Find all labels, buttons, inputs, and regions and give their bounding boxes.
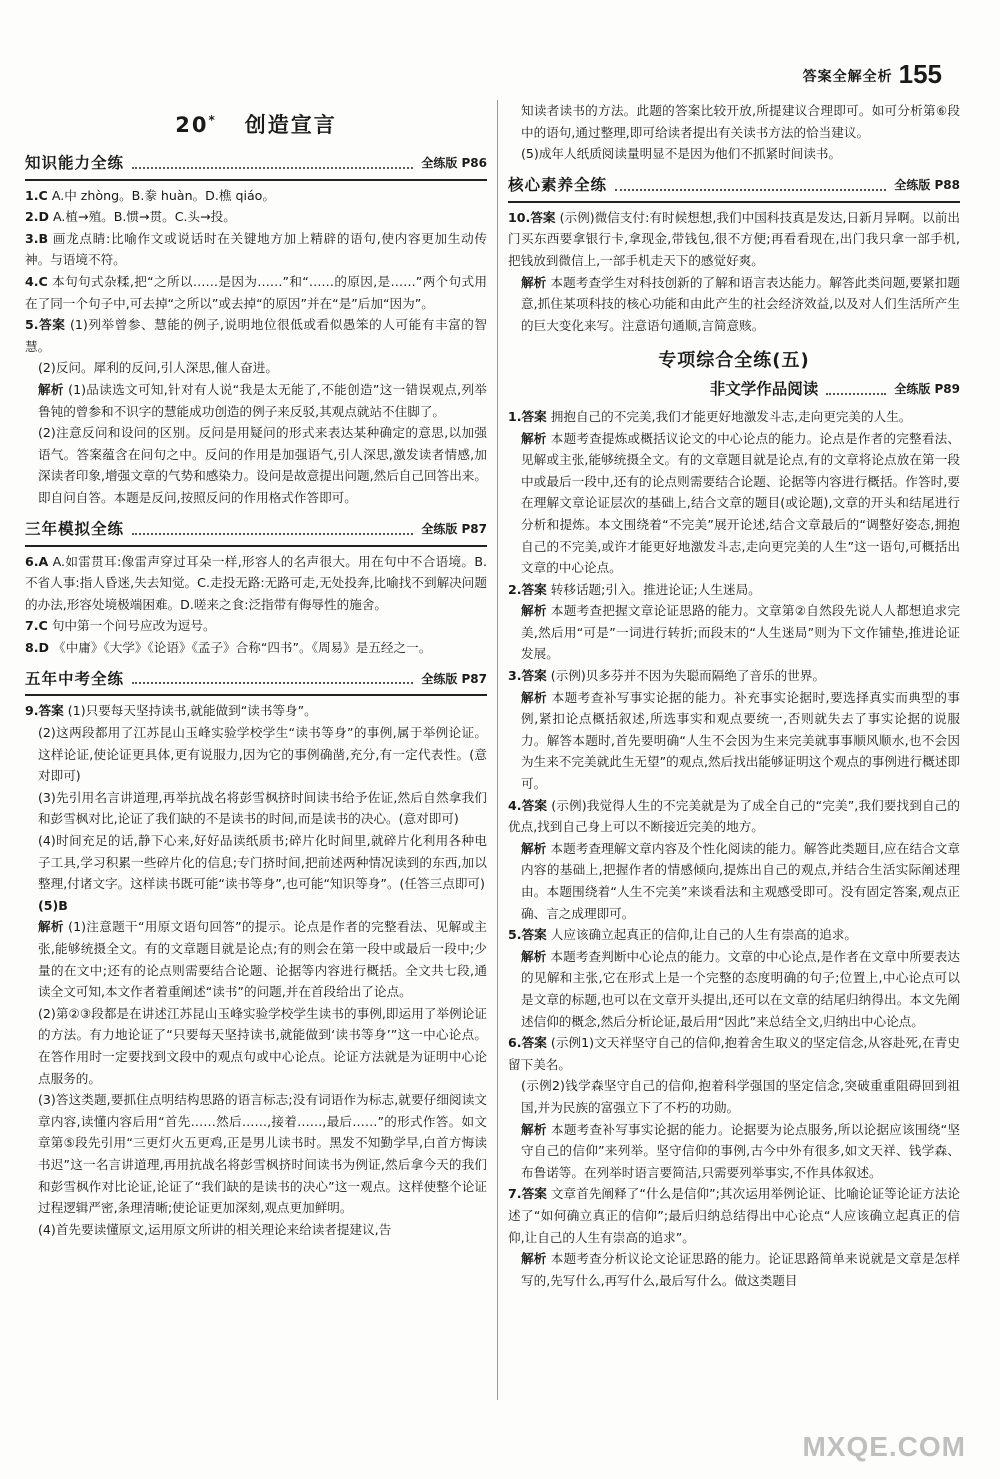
section-dots — [826, 385, 886, 395]
answer-item: 5.答案 (1)列举曾参、慧能的例子,说明地位很低或看似愚笨的人可能有丰富的智慧。 — [25, 317, 487, 354]
section-dots — [132, 159, 413, 169]
answer-item: 2.D A.植→殖。B.惯→贯。C.头→投。 — [25, 209, 236, 225]
analysis: 解析 本题考查分析议论文论证思路的能力。论证思路简单来说就是文章是怎样写的,先写什么,再写什么,最后写什么。做这类题目 — [521, 1251, 960, 1288]
answer-subitem: (3)先引用名言讲道理,再举抗战名将彭雪枫挤时间读书给予佐证,然后自然拿我们和彭雪枫对比,论证了我们缺的不是读书的时间,而是读书的决心。(意对即可) — [38, 789, 487, 827]
page-number: 155 — [898, 59, 942, 89]
analysis: 解析 本题考查提炼或概括议论文的中心论点的能力。论点是作者的完整看法、见解或主张,能够统摄全文。有的文章题目就是论点,有的文章将论点放在第一段中或最后一段中,还有的论点则需要结合论题、论据等内容进行概括。作答时,要在理解文章论证层次的基础上,结合文章的题目(或论题),文章的开头和结尾进行分析和提炼。本文围绕着“不完美”展开论述,结合文章最后的“调整好姿态,拥抱自己的不完美,或许才能更好地激发斗志,走向更完美的人生”这一语句,可概括出文章的中心论点。 — [521, 430, 960, 576]
answer-item: 7.C 句中第一个问号应改为逗号。 — [25, 618, 216, 634]
section-title: 知识能力全练 — [25, 153, 125, 172]
answer-subitem: 知读者读书的方法。此题的答案比较开放,所提建议合理即可。如可分析第⑥段中的语句,通过整理,即可给读者提出有关读书方法的恰当建议。 — [521, 103, 960, 140]
analysis: 解析 本题考查理解文章内容及个性化阅读的能力。解答此类题目,应在结合文章内容的基础上,把握作者的情感倾向,提炼出自己的观点,并结合生活实际阐述理由。本题围绕着“人生不完美”来谈看法和主观感受即可。没有固定答案,观点正确、言之成理即可。 — [521, 840, 960, 921]
section-title: 核心素养全练 — [508, 175, 608, 194]
section-ref: 全练版 P87 — [421, 671, 487, 686]
header-title: 答案全解全析 — [802, 69, 893, 85]
answer-item: 6.A A.如雷贯耳:像雷声穿过耳朵一样,形容人的名声很大。用在句中不合语境。B.不省人事:指人昏迷,失去知觉。C.走投无路:无路可走,无处投奔,比喻找不到解决问题的办法,形容处境极端困难。D.嗟来之食:泛指带有侮辱性的施舍。 — [25, 553, 487, 612]
answer-item: 8.D 《中庸》《大学》《论语》《孟子》合称“四书”。《周易》是五经之一。 — [25, 639, 432, 655]
analysis: 解析 本题考查补写事实论据的能力。论据要为论点服务,所以论据应该围绕“坚守自己的信仰”来列举。坚守信仰的事例,古今中外有很多,如文天祥、钱学森、布鲁诺等。在列举时语言要简洁,只需要列举事实,不作具体叙述。 — [521, 1121, 961, 1180]
watermark: MXQE.COM — [802, 1431, 966, 1462]
right-column — [508, 100, 960, 1291]
special-subheader — [508, 376, 960, 404]
analysis: 解析 本题考查学生对科技创新的了解和语言表达能力。解答此类问题,要紧扣题意,抓住某项科技的核心功能和由此产生的社会经济效益,以及对人们生活所产生的巨大变化来写。注意语句通顺,言简意赅。 — [521, 274, 960, 333]
answer-subitem: (4)首先要读懂原文,运用原文所讲的相关理论来给读者提建议,告 — [38, 1221, 392, 1237]
answer-item: 9.答案 (1)只要每天坚持读书,就能做到“读书等身”。 — [25, 703, 317, 719]
answer-subitem: (2)注意反问和设问的区别。反问是用疑问的形式来表达某种确定的意思,以加强语气。答案蕴含在问句之中。反问的作用是加强语气,引人深思,激发读者情感,加深读者印象,增强文章的气势和感染力。设问是故意提出问题,然后自己回答出来。即自问自答。本题是反问,按照反问的作用格式作答即可。 — [38, 425, 487, 505]
answer-item: 7.答案 文章首先阐释了“什么是信仰”;其次运用举例论证、比喻论证等论证方法论述了“如何确立真正的信仰”;最后归纳总结得出中心论点“人应该确立起真正的信仰,让自己的人生有崇高的追求”。 — [508, 1186, 960, 1245]
answer-subitem: (5)B — [38, 897, 68, 913]
answer-subitem: (2)第②③段都是在讲述江苏昆山玉峰实验学校学生读书的事例,即运用了举例论证的方法。有力地论证了“只要每天坚持读书,就能做到‘读书等身’”这一中心论点。在答作用时一定要找到文段中的观点句或中心论点。论证方法就是为证明中心论点服务的。 — [38, 1005, 487, 1086]
section-title: 三年模拟全练 — [25, 519, 125, 538]
answer-subitem: (3)答这类题,要抓住点明结构思路的语言标志;没有词语作为标志,就要仔细阅读文章内容,读懂内容后用“首先……然后……,接着……,最后……”的形式作答。如文章第⑤段先引用“三更灯火五更鸡,正是男儿读书时。黑发不知勤学早,白首方悔读书迟”这一名言讲道理,再用抗战名将彭雪枫挤时间读书为例证,然后拿今天的我们和彭雪枫作对比论证,论证了“我们缺的是读书的决心”这一观点。这样使整个论证过程逻辑严密,条理清晰;使论证更加深刻,观点更加鲜明。 — [38, 1092, 487, 1216]
section-dots — [132, 674, 413, 684]
section-header — [25, 149, 487, 181]
section-ref: 全练版 P87 — [421, 521, 487, 536]
lesson-mark: * — [208, 113, 217, 127]
lesson-title — [25, 110, 487, 137]
answer-subitem: (2)这两段都用了江苏昆山玉峰实验学校学生“读书等身”的事例,属于举例论证。这样论证,使论证更具体,更有说服力,因为它的事例确凿,充分,有一定代表性。(意对即可) — [38, 725, 487, 784]
answer-item: 4.C 本句句式杂糅,把“之所以……是因为……”和“……的原因,是……”两个句式用在了同一个句子中,可去掉“之所以”或去掉“的原因”并在“是”后加“因为”。 — [25, 273, 487, 311]
analysis: 解析 本题考查判断中心论点的能力。文章的中心论点,是作者在文章中所要表达的见解和主张,它在形式上是一个完整的态度明确的句子;位置上,中心论点可以是文章的标题,也可以在文章开头提出,还可以在文章的结尾归纳得出。本文先阐述信仰的概念,然后分析论证,最后用“因此”来总结全文,归纳出中心论点。 — [521, 948, 960, 1029]
analysis: 解析 本题考查把握文章论证思路的能力。文章第②自然段先说人人都想追求完美,然后用“可是”一词进行转折;而段末的“人生迷局”则为下文作铺垫,推进论证发展。 — [521, 603, 960, 662]
left-column — [25, 100, 487, 1240]
answer-item: 3.答案 (示例)贝多芬并不因为失聪而隔绝了音乐的世界。 — [508, 668, 826, 684]
answer-subitem: (5)成年人纸质阅读量明显不是因为他们不抓紧时间读书。 — [521, 146, 842, 162]
column-divider — [497, 100, 498, 1400]
answer-item: 1.答案 拥抱自己的不完美,我们才能更好地激发斗志,走向更完美的人生。 — [508, 408, 912, 424]
answer-item: 1.C A.中 zhòng。B.豢 huàn。D.樵 qiáo。 — [25, 187, 275, 203]
answer-item: 2.答案 转移话题;引入。推进论证;人生迷局。 — [508, 581, 761, 597]
answer-item: 6.答案 (示例1)文天祥坚守自己的信仰,抱着舍生取义的坚定信念,从容赴死,在青史留下美名。 — [508, 1035, 960, 1072]
section-header — [25, 664, 487, 696]
section-dots — [615, 181, 886, 191]
analysis: 解析 本题考查补写事实论据的能力。补充事实论据时,要选择真实而典型的事例,紧扣论点概括叙述,所选事实和观点要统一,否则就失去了事实论据的说服力。解答本题时,首先要明确“人生不会因为生来完美就事事顺风顺水,也不会因为生来不完美就此生无望”的观点,然后找出能够证明这个观点的事例进行概述即可。 — [521, 689, 960, 792]
special-title: 专项综合全练(五) — [658, 350, 810, 372]
answer-item: 10.答案 (示例)微信支付:有时候想想,我们中国科技真是发达,日新月异啊。以前出门买东西要拿银行卡,拿现金,带钱包,很不方便;再看看现在,出门我只拿一部手机,把钱放到微信上,一部手机走天下的感觉好爽。 — [508, 209, 960, 268]
answer-subitem: (4)时间充足的话,静下心来,好好品读纸质书;碎片化时间里,就碎片化利用各种电子工具,学习积累一些碎片化的信息;专门挤时间,把前述两种情况读到的东西,加以整理,付诸文字。这样读书既可能“读书等身”,也可能“知识等身”。(任答三点即可) — [38, 833, 487, 892]
section-header — [508, 171, 960, 203]
special-ref: 全练版 P89 — [894, 382, 960, 397]
lesson-name: 创造宣言 — [244, 113, 337, 137]
analysis: 解析 (1)注意题干“用原文语句回答”的提示。论点是作者的完整看法、见解或主张,能够统摄全文。有的文章题目就是论点;有的则会在第一段中或最后一段中;少量的在文中;还有的论点则需要结合论题、论据等内容进行概括。全文共七段,通读全文可知,本文作者着重阐述“读书”的问题,并在首段给出了论点。 — [38, 919, 487, 1000]
answer-subitem: (2)反问。犀利的反问,引人深思,催人奋进。 — [38, 360, 278, 376]
analysis: 解析 (1)品读选文可知,针对有人说“我是太无能了,不能创造”这一错误观点,列举鲁钝的曾参和不识字的慧能成功创造的例子来反驳,其观点就站不住脚了。 — [38, 381, 487, 419]
answer-item: 4.答案 (示例)我觉得人生的不完美就是为了成全自己的“完美”,我们要找到自己的优点,找到自己身上可以不断接近完美的地方。 — [508, 797, 960, 835]
section-dots — [132, 525, 413, 535]
answer-item: 5.答案 人应该确立起真正的信仰,让自己的人生有崇高的追求。 — [508, 927, 858, 943]
section-ref: 全练版 P88 — [894, 177, 960, 192]
section-header — [25, 515, 487, 547]
answer-subitem: (示例2)钱学森坚守自己的信仰,抱着科学强国的坚定信念,突破重重阻碍回到祖国,并为民族的富强立下了不朽的功勋。 — [521, 1078, 960, 1115]
page-header — [802, 59, 942, 89]
answer-item: 3.B 画龙点睛:比喻作文或说话时在关键地方加上精辟的语句,使内容更加生动传神。与语境不符。 — [25, 230, 487, 268]
section-title: 五年中考全练 — [25, 669, 125, 688]
lesson-number: 20 — [175, 113, 209, 137]
special-subtitle: 非文学作品阅读 — [709, 380, 819, 399]
section-ref: 全练版 P86 — [421, 155, 487, 170]
